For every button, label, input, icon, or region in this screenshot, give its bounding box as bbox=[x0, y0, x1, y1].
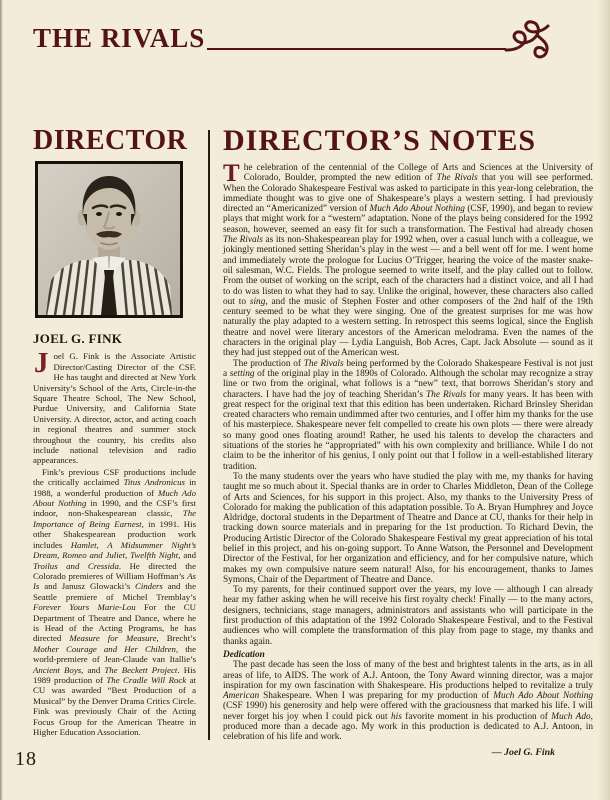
scan-edge-right bbox=[598, 0, 610, 800]
portrait-illustration bbox=[38, 164, 180, 315]
notes-paragraph-4: To my parents, for their continued support over the years, my love — although I can already hear my father asking when he will receive his first royalty check! Finally — to the many actors, designers, technicians, stage managers, administrators and assistants who will participate in the first production of this adaptation of the 1992 Colorado Shakespeare Festival, and to the Festival audiences who will complete the transformation of this play from page to stage, my thanks and thanks again. bbox=[223, 585, 593, 647]
column-divider bbox=[208, 130, 210, 740]
bio-text-1: oel G. Fink is the Associate Artistic Director/Casting Director of the CSF. He has taught and directed at New York University’s School of the Arts, Circle-in-the Square Theatre School, The New School, Purdue University, and California State University. A director, actor, and acting coach in regional theatres and summer stock throughout the country, his credits also include national television and radio appearances. bbox=[33, 351, 196, 466]
director-bio-paragraph-2: Fink’s previous CSF productions include the critically acclaimed Titus Andronicus in 1988, a wonderful production of Much Ado About Nothing in 1990, and the CSF’s first indoor, non-Shakespearean classic, The Importance of Being Earnest, in 1991. His other Shakespearean production work includes Hamlet, A Midsummer Night’s Dream, Romeo and Juliet, Twelfth Night, and Troilus and Cressida. He directed the Colorado premieres of William Hoffman’s As Is and Janusz Glowacki’s Cinders and the Seattle premiere of Michel Tremblay’s Forever Yours Marie-Lou For the CU Department of Theatre and Dance, where he is Head of the Acting Programs, he has directed Measure for Measure, Brecht’s Mother Courage and Her Children, the world-premiere of Jean-Claude van Itallie’s Ancient Boys, and The Beckett Project. His 1989 production of The Cradle Will Rock at CU was awarded “Best Production of a Musical” by the Denver Drama Critics Circle. Fink was previously Chair of the Acting Focus Group for the American Theatre in Higher Education Association. bbox=[33, 466, 197, 738]
director-heading: DIRECTOR bbox=[33, 125, 188, 156]
scan-edge-left bbox=[0, 0, 3, 800]
page-header bbox=[33, 16, 560, 54]
notes-paragraph-2: The production of The Rivals being performed by the Colorado Shakespeare Festival is not just a setting of the original play in the 1890s of Colorado. Although the scholar may recognize a stray line or two from the original, what follows is a “new” text, that borrows Sheridan’s story and characters. I have had the joy of teaching Sheridan’s The Rivals for many years. It has been with great respect for the original text that this edition has been undertaken. Richard Brinsley Sheridan created characters who remain undimmed after two centuries, and I offer him my thanks for the use of his masterpiece. Shakespeare never felt compelled to create his own plots — there were already so many good ones floating around! Rather, he used his talents to develop the characters and situations of the stories he “appropriated” with his own complexity and brilliance. While I do not claim to be the inheritor of his genius, I only point out that I follow in a well-established literary tradition. bbox=[223, 358, 593, 472]
drop-cap-j: J bbox=[34, 347, 49, 380]
dedication-heading: Dedication bbox=[223, 649, 265, 660]
director-bio-paragraph-1 bbox=[33, 347, 196, 466]
author-signature: — Joel G. Fink bbox=[491, 746, 555, 758]
notes-heading: DIRECTOR’S NOTES bbox=[223, 124, 537, 157]
content-columns bbox=[33, 126, 593, 782]
drop-cap-t: T bbox=[223, 160, 240, 187]
notes-column bbox=[223, 126, 593, 782]
director-photo bbox=[35, 161, 183, 318]
director-name: JOEL G. FINK bbox=[33, 331, 123, 347]
notes-paragraph-1 bbox=[223, 160, 594, 359]
notes-paragraph-3: To the many students over the years who have studied the play with me, my thanks for having taught me so much about it. Special thanks are in order to Charles Middleton, Dean of the College of Arts and Sciences, for his support in this project. Also, my thanks to the University Press of Colorado for making the publication of this adaptation possible. To A. Bryan Humphrey and Joyce Aldridge, doctoral students in the Department of Theatre and Dance at CU, thanks for their help in tracking down source materials and in preparing for the 1st production. To Richard Devin, the Producing Artistic Director of the Colorado Shakespeare Festival my great appreciation of his total belief in this project, and his on-going support. To Anne Watson, the Personnel and Development Director of the Festival, for her organization and efficiency, and for her compulsive nature, which makes my own compulsive nature seem natural! Also, for his encouragement, thanks to James Symons, Chair of the Department of Theatre and Dance. bbox=[223, 471, 593, 585]
page-number: 18 bbox=[15, 748, 37, 770]
header-rule bbox=[207, 48, 506, 50]
page-title: THE RIVALS bbox=[33, 23, 206, 53]
notes-text-1: he celebration of the centennial of the College of Arts and Sciences at the University of Colorado, Boulder, prompted the new edition of The Rivals that you will see performed. When the Colorado Shakespeare Festival was asked to participate in this year-long celebration, the immediate thought was to give one of Shakespeare’s plays a western setting. I had previously directed an “Americanized” version of Much Ado About Nothing (CSF, 1990), and began to review plays that might work for a “western” adaptation. None of the plays being considered for the 1992 season, however, seemed an easy fit for such a transformation. The Festival had already chosen The Rivals as its non-Shakespearean play for 1992 when, over a casual lunch with a colleague, we jokingly mentioned setting Sheridan’s play in the west — and a bell went off for me. I went home and immediately wrote the prologue for Lucius O’Trigger, hearing the voice of the master snake-oil salesman, W.C. Fields. The prologue seemed to write itself, and the play called out to follow. From the outset of working on the script, each of the characters had a distinct voice, and all I had to do was listen to what they had to say. Unlike the original, however, these characters also called out to sing, and the music of Stephen Foster and other composers of the 2nd half of the 19th century seemed to be what they were singing. One of the greatest surprises for me was how naturally the play adapted to a western setting. In retrospect this seems logical, since the English theatre and novel were literary ancestors of the American melodrama. Even the names of the characters in the original play — Lydia Languish, Bob Acres, Capt. Jack Absolute — sound as it they had just stepped out of the American west. bbox=[223, 163, 594, 359]
swirl-fleuron-icon bbox=[504, 16, 560, 62]
dedication-paragraph: The past decade has seen the loss of many of the best and brightest talents in the arts, as in all areas of life, to AIDS. The work of A.J. Antoon, the Tony Award winning director, was a major inspiration for my own fascination with Shakespeare. His productions helped to revitalize a truly American Shakespeare. When I was preparing for my production of Much Ado About Nothing (CSF 1990) his generosity and help were offered with the graciousness that marked his life. I will never forget his joy when I could pick out his favorite moment in his production of Much Ado, produced more than a decade ago. My work in this production is dedicated to A.J. Antoon, in celebration of his life and work. bbox=[223, 660, 593, 743]
director-column bbox=[33, 126, 196, 782]
